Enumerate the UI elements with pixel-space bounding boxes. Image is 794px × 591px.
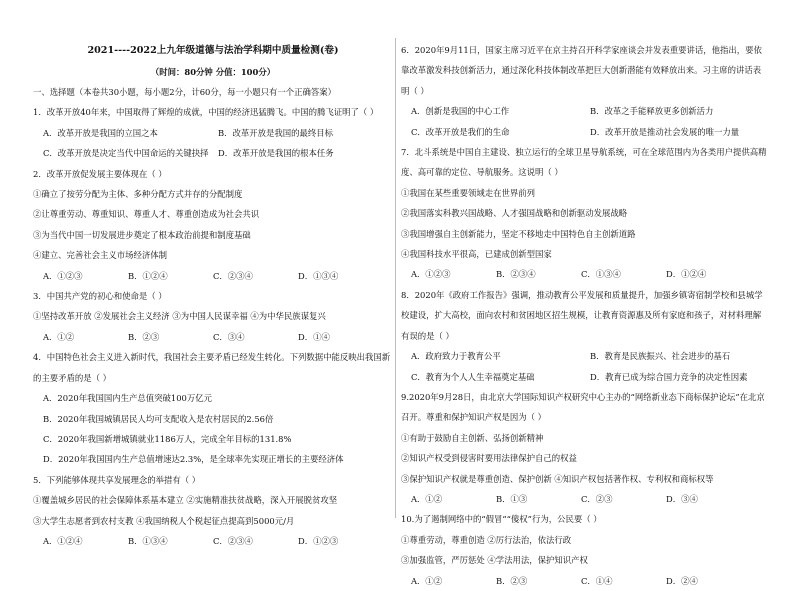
question-1: 1．改革开放40年来，中国取得了辉煌的成就，中国的经济迅猛腾飞。中国的腾飞证明了（ ） — [33, 107, 379, 118]
question-1-options — [33, 123, 393, 143]
option: D．③④ — [666, 493, 698, 504]
option: C．①③④ — [581, 269, 621, 280]
option: A．2020年我国国内生产总值突破100万亿元 — [43, 393, 212, 404]
option: D．①④ — [298, 331, 330, 342]
column-divider — [395, 38, 396, 518]
option: B．②③④ — [496, 269, 536, 280]
option: B．①③④ — [128, 535, 168, 546]
option: C．②③ — [581, 493, 613, 504]
question-7-options — [401, 264, 769, 284]
option: A．改革开放是我国的立国之本 — [43, 127, 158, 138]
statement: ①我国在某些重要领域走在世界前列 — [401, 187, 535, 198]
right-column — [401, 40, 769, 591]
option: C．②③④ — [213, 535, 253, 546]
option: D．改革开放是我国的根本任务 — [218, 148, 334, 159]
left-column — [33, 40, 393, 551]
question-9-options — [401, 489, 769, 509]
statement: ③我国增强自主创新能力，坚定不移地走中国特色自主创新道路 — [401, 228, 636, 239]
statement: ④我国科技水平很高，已建成创新型国家 — [401, 249, 552, 260]
statement: ③保护知识产权就是尊重创造、保护创新 ④知识产权包括著作权、专利权和商标权等 — [401, 473, 714, 484]
option: D．①②④ — [666, 269, 707, 280]
question-7: 7．北斗系统是中国自主建设、独立运行的全球卫星导航系统，可在全球范围内为各类用户提供高精度、高可靠的定位、导航服务。这说明（ ） — [401, 147, 767, 178]
option: A．①②③ — [43, 270, 83, 281]
statement: ①有助于鼓励自主创新、弘扬创新精神 — [401, 432, 544, 443]
question-9: 9.2020年9月28日，由北京大学国际知识产权研究中心主办的“网络新业态下商标保护论坛”在北京召开。尊重和保护知识产权是因为（ ） — [401, 391, 765, 423]
option: B．①②④ — [128, 270, 168, 281]
option: B．①③ — [496, 493, 528, 504]
exam-title: 2021----2022上九年级道德与法治学科期中质量检测(卷) — [87, 45, 339, 56]
statement: ②知识产权受到侵害时要用法律保护自己的权益 — [401, 453, 577, 464]
statement: ③大学生志愿者到农村支教 ④我国纳税人个税起征点提高到5000元/月 — [33, 515, 295, 526]
question-1-options — [33, 143, 393, 163]
option: C．②③④ — [213, 270, 253, 281]
question-10-options — [401, 571, 769, 591]
question-10: 10.为了遏制网络中的“假冒”“傻权”行为，公民要（ ） — [401, 514, 602, 525]
option: C．改革开放是决定当代中国命运的关键抉择 — [43, 148, 209, 159]
option: C．③④ — [213, 331, 245, 342]
question-5-options — [33, 531, 393, 551]
option: D．②④ — [666, 575, 698, 586]
question-2-options — [33, 266, 393, 286]
option: A．政府致力于教育公平 — [411, 351, 501, 362]
statement: ①覆盖城乡居民的社会保障体系基本建立 ②实施精准扶贫战略，深入开展脱贫攻坚 — [33, 495, 338, 506]
question-4: 4．中国特色社会主义进入新时代，我国社会主要矛盾已经发生转化。下列数据中能反映出我国新的主要矛盾的是（ ） — [33, 352, 391, 383]
section-heading: 一、选择题（本卷共30小题，每小题2分，计60分，每一小题只有一个正确答案） — [33, 87, 337, 97]
option: C．①④ — [581, 575, 613, 586]
option: B．改革之手能释放更多创新活力 — [590, 106, 714, 117]
option: A．①② — [43, 331, 75, 342]
option: A．①②③ — [411, 269, 451, 280]
option: C．教育为个人人生幸福奠定基础 — [411, 371, 535, 382]
option: D．2020年我国国内生产总值增速达2.3%，是全球率先实现正增长的主要经济体 — [43, 454, 344, 465]
question-6: 6．2020年9月11日，国家主席习近平在京主持召开科学家座谈会并发表重要讲话，他指出，要依靠改革激发科技创新活力，通过深化科技体制改革把巨大创新潜能有效释放出来。习主席的讲话表明（ ） — [401, 45, 762, 96]
statement: ②让尊重劳动、尊重知识、尊重人才、尊重创造成为社会共识 — [33, 209, 260, 220]
question-3-options — [33, 327, 393, 347]
option: B．2020年我国城镇居民人均可支配收入是农村居民的2.56倍 — [43, 413, 274, 424]
option: C．改革开放是我们的生命 — [411, 126, 510, 137]
option: A．①② — [411, 575, 443, 586]
statement: ②我国落实科教兴国战略、人才强国战略和创新驱动发展战略 — [401, 208, 628, 219]
statement: ①尊重劳动，尊重创造 ②厉行法治，依法行政 — [401, 534, 572, 545]
statement: ④建立、完善社会主义市场经济体制 — [33, 250, 167, 261]
option: B．教育是民族振兴、社会进步的基石 — [590, 351, 731, 362]
exam-meta: （时间：80分钟 分值：100分） — [150, 67, 276, 77]
statement: ①确立了按劳分配为主体、多种分配方式并存的分配制度 — [33, 189, 243, 200]
option: B．改革开放是我国的最终目标 — [218, 127, 334, 138]
question-2: 2．改革开放促发展主要体现在（ ） — [33, 168, 167, 179]
option: B．②③ — [496, 575, 528, 586]
option: D．教育已成为综合国力竞争的决定性因素 — [590, 371, 748, 382]
question-5: 5．下列能够体现共享发展理念的举措有（ ） — [33, 474, 201, 485]
statement: ③为当代中国一切发展进步奠定了根本政治前提和制度基础 — [33, 229, 251, 240]
option: A．①② — [411, 493, 443, 504]
option: A．①②④ — [43, 535, 83, 546]
question-8-options — [401, 346, 769, 366]
question-8-options — [401, 367, 769, 387]
option: B．②③ — [128, 331, 160, 342]
statement: ①坚持改革开放 ②发展社会主义经济 ③为中国人民谋幸福 ④为中华民族谋复兴 — [33, 311, 326, 322]
option: D．①②③ — [298, 535, 339, 546]
option: D．①③④ — [298, 270, 339, 281]
statement: ③加强监管，严厉惩处 ④学法用法，保护知识产权 — [401, 555, 588, 566]
question-8: 8．2020年《政府工作报告》强调，推动教育公平发展和质量提升，加强乡镇寄宿制学校和县城学校建设，扩大高校，面向农村和贫困地区招生规模，让教育资源惠及所有家庭和孩子，对材料理解有误的是（ ） — [401, 289, 763, 341]
question-3: 3．中国共产党的初心和使命是（ ） — [33, 291, 167, 302]
option: C．2020年我国新增城镇就业1186万人，完成全年目标的131.8% — [43, 433, 292, 444]
question-6-options — [401, 101, 769, 121]
question-6-options — [401, 122, 769, 142]
option: A．创新是我国的中心工作 — [411, 106, 510, 117]
option: D．改革开放是推动社会发展的唯一力量 — [590, 126, 740, 137]
